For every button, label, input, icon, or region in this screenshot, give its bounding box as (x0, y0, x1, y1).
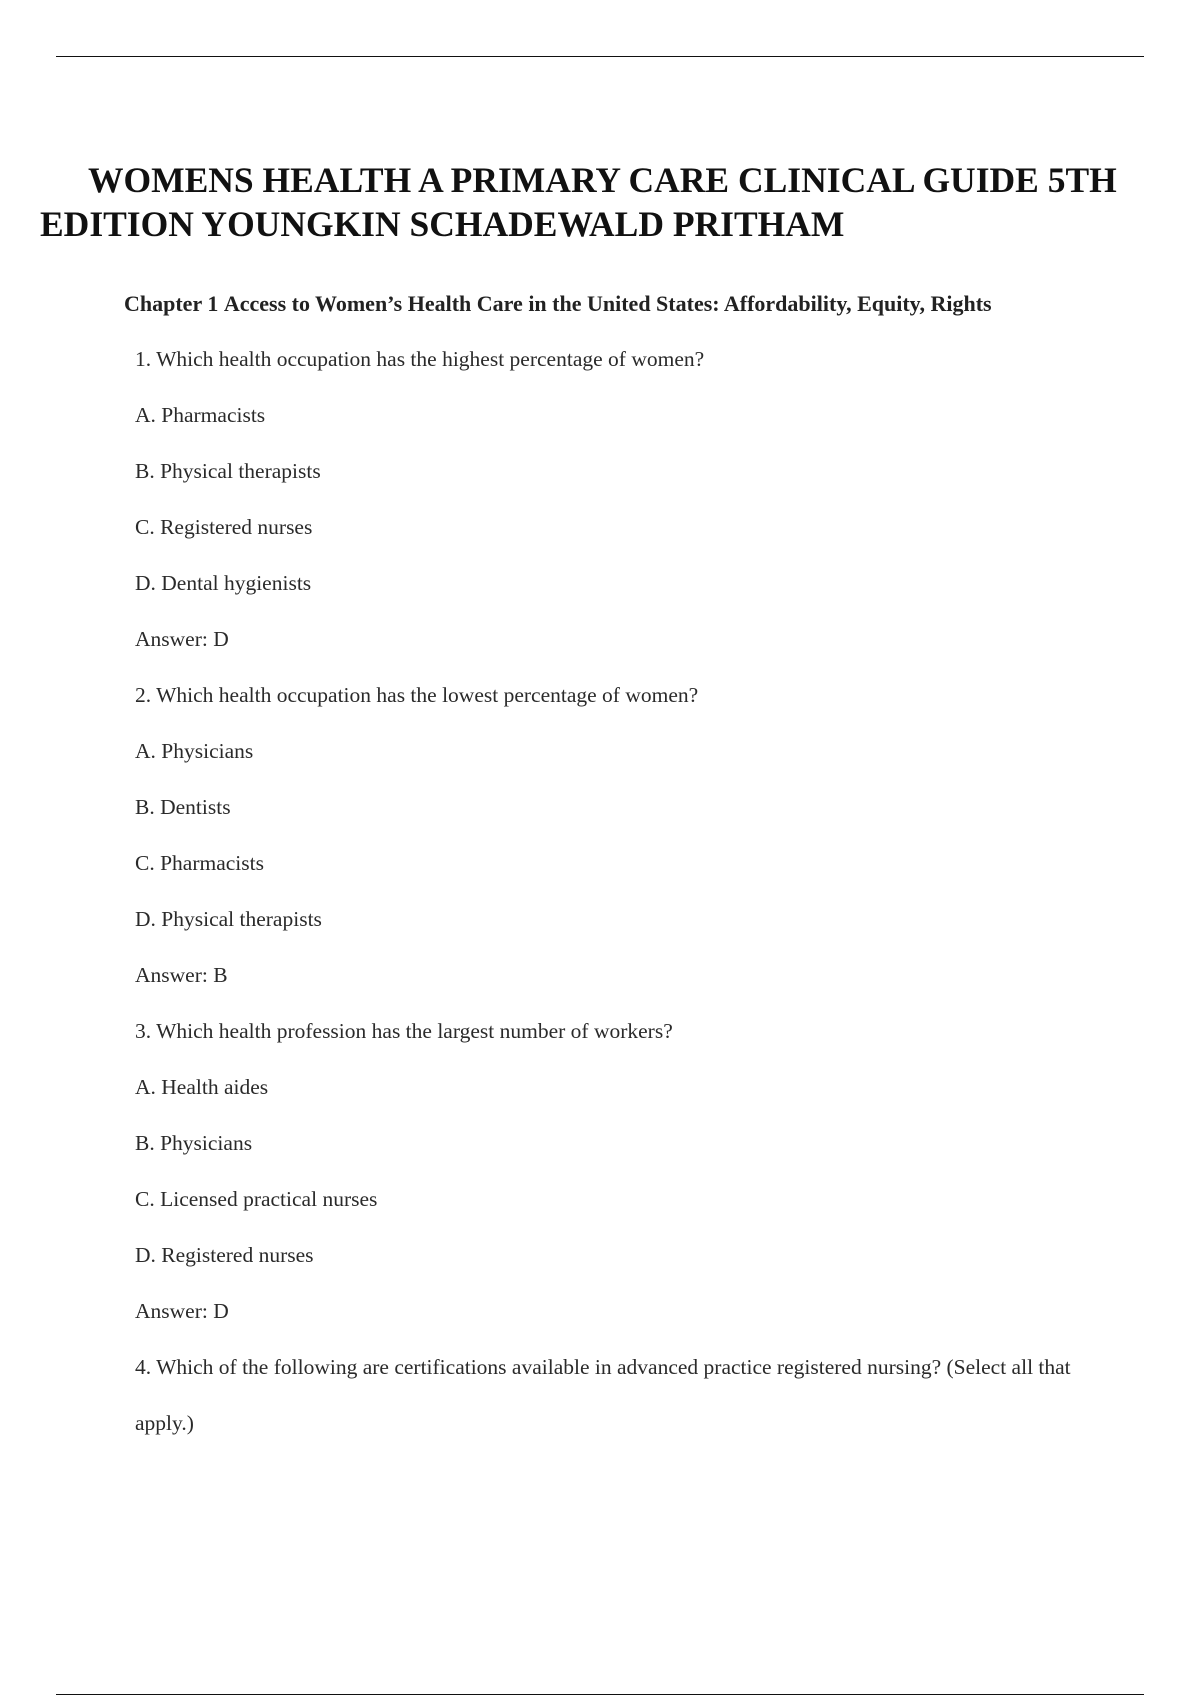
answer-option: B. Physicians (135, 1131, 253, 1155)
answer-option: B. Physical therapists (135, 459, 321, 483)
answer-option: A. Physicians (135, 739, 254, 763)
chapter-label: Chapter 1 (124, 291, 219, 316)
chapter-heading (124, 290, 992, 318)
answer-key: Answer: D (135, 1299, 229, 1323)
answer-option: C. Registered nurses (135, 515, 313, 539)
answer-option: B. Dentists (135, 795, 231, 819)
answer-option: D. Physical therapists (135, 907, 322, 931)
question-stem: 3. Which health profession has the largest number of workers? (135, 1019, 673, 1043)
bottom-rule (56, 1694, 1144, 1695)
answer-option: C. Licensed practical nurses (135, 1187, 378, 1211)
question-stem: 1. Which health occupation has the highest percentage of women? (135, 347, 705, 371)
top-rule (56, 56, 1144, 57)
answer-key: Answer: B (135, 963, 228, 987)
answer-key: Answer: D (135, 627, 229, 651)
document-title: WOMENS HEALTH A PRIMARY CARE CLINICAL GUIDE 5TH EDITION YOUNGKIN SCHADEWALD PRITHAM (40, 160, 1117, 244)
answer-option: A. Pharmacists (135, 403, 266, 427)
question-stem-continuation: apply.) (135, 1411, 194, 1435)
question-stem: 4. Which of the following are certifications available in advanced practice registered nursing? (Select all that (135, 1355, 1071, 1379)
question-stem: 2. Which health occupation has the lowest percentage of women? (135, 683, 699, 707)
answer-option: A. Health aides (135, 1075, 269, 1099)
chapter-title: Access to Women’s Health Care in the United States: Affordability, Equity, Rights (223, 291, 992, 316)
answer-option: D. Dental hygienists (135, 571, 312, 595)
answer-option: C. Pharmacists (135, 851, 264, 875)
question-list (135, 345, 1085, 1437)
answer-option: D. Registered nurses (135, 1243, 314, 1267)
